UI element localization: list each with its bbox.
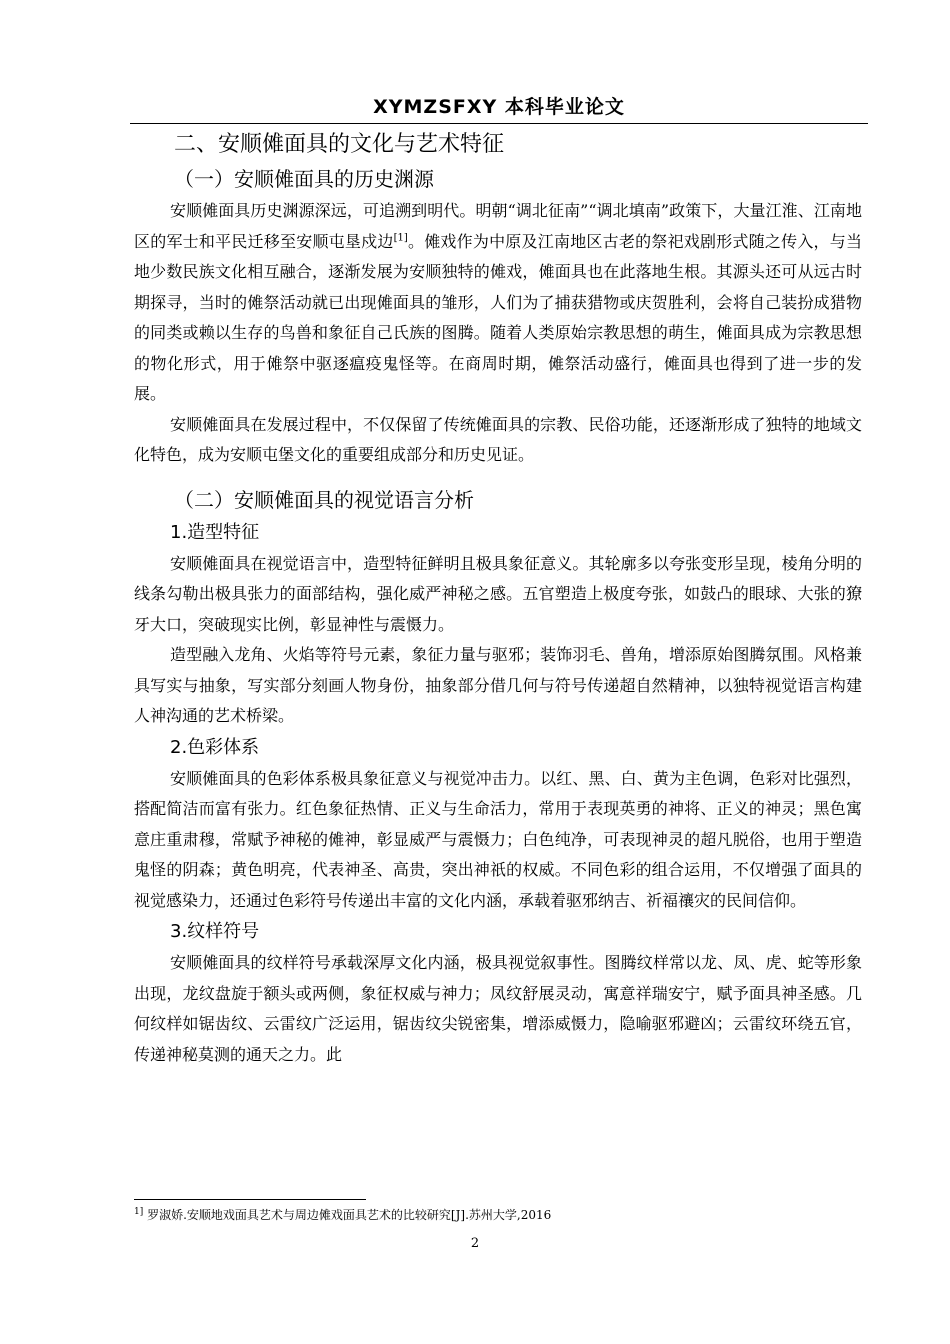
- heading-shape: 1.造型特征: [170, 521, 260, 543]
- page-number: 2: [470, 1236, 480, 1251]
- header-title: XYMZSFXY 本科毕业论文: [373, 96, 625, 118]
- paragraph-shape-1: 安顺傩面具在视觉语言中，造型特征鲜明且极具象征意义。其轮廓多以夸张变形呈现，棱角分明的线条勾勒出极具张力的面部结构，强化威严神秘之感。五官塑造上极度夸张，如鼓凸的眼球、大张的獠牙大口，突破现实比例，彰显神性与震慑力。: [134, 553, 862, 634]
- page-header: [130, 92, 868, 124]
- citation-ref[interactable]: [1]: [393, 232, 408, 244]
- paragraph-shape-2: 造型融入龙角、火焰等符号元素，象征力量与驱邪；装饰羽毛、兽角，增添原始图腾氛围。风格兼具写实与抽象，写实部分刻画人物身份，抽象部分借几何与符号传递超自然精神，以独特视觉语言构建人神沟通的艺术桥梁。: [134, 645, 862, 725]
- paragraph-history-1: 安顺傩面具历史渊源深远，可追溯到明代。明朝“调北征南”“调北填南”政策下，大量江淮、江南地区的军士和平民迁移至安顺屯垦戍边[1]。傩戏作为中原及江南地区古老的祭祀戏剧形式随之传入，与当地少数民族文化相互融合，逐渐发展为安顺独特的傩戏，傩面具也在此落地生根。其源头还可从远古时期探寻，当时的傩祭活动就已出现傩面具的雏形，人们为了捕获猎物或庆贺胜利，会将自己装扮成猎物的同类或赖以生存的鸟兽和象征自己氏族的图腾。随着人类原始宗教思想的萌生，傩面具成为宗教思想的物化形式，用于傩祭中驱逐瘟疫鬼怪等。在商周时期，傩祭活动盛行，傩面具也得到了进一步的发展。: [134, 201, 862, 403]
- document-body: [134, 124, 862, 1070]
- subsection-heading-visual: （二）安顺傩面具的视觉语言分析: [174, 487, 474, 512]
- heading-pattern: 3.纹样符号: [170, 921, 260, 942]
- subsection-heading-history: （一）安顺傩面具的历史渊源: [174, 167, 434, 191]
- paragraph-pattern-1: 安顺傩面具的纹样符号承载深厚文化内涵，极具视觉叙事性。图腾纹样常以龙、凤、虎、蛇等形象出现，龙纹盘旋于额头或两侧，象征权威与神力；凤纹舒展灵动，寓意祥瑞安宁，赋予面具神圣感。几何纹样如锯齿纹、云雷纹广泛运用，锯齿纹尖锐密集，增添威慑力，隐喻驱邪避凶；云雷纹环绕五官，传递神秘莫测的通天之力。此: [134, 953, 862, 1064]
- footnote: [134, 1206, 551, 1223]
- footnote-mark: 1]: [134, 1207, 144, 1217]
- footnote-text: 罗淑娇.安顺地戏面具艺术与周边傩戏面具艺术的比较研究[J].苏州大学,2016: [147, 1208, 552, 1222]
- heading-color: 2.色彩体系: [170, 736, 260, 758]
- paragraph-color-1: 安顺傩面具的色彩体系极具象征意义与视觉冲击力。以红、黑、白、黄为主色调，色彩对比强烈，搭配简洁而富有张力。红色象征热情、正义与生命活力，常用于表现英勇的神将、正义的神灵；黑色寓意庄重肃穆，常赋予神秘的傩神，彰显威严与震慑力；白色纯净，可表现神灵的超凡脱俗，也用于塑造鬼怪的阴森；黄色明亮，代表神圣、高贵，突出神祇的权威。不同色彩的组合运用，不仅增强了面具的视觉感染力，还通过色彩符号传递出丰富的文化内涵，承载着驱邪纳吉、祈福禳灾的民间信仰。: [134, 768, 862, 910]
- paragraph-history-2: 安顺傩面具在发展过程中，不仅保留了传统傩面具的宗教、民俗功能，还逐渐形成了独特的地域文化特色，成为安顺屯堡文化的重要组成部分和历史见证。: [134, 414, 862, 464]
- footnote-divider: [134, 1199, 366, 1200]
- section-heading: 二、安顺傩面具的文化与艺术特征: [174, 132, 505, 157]
